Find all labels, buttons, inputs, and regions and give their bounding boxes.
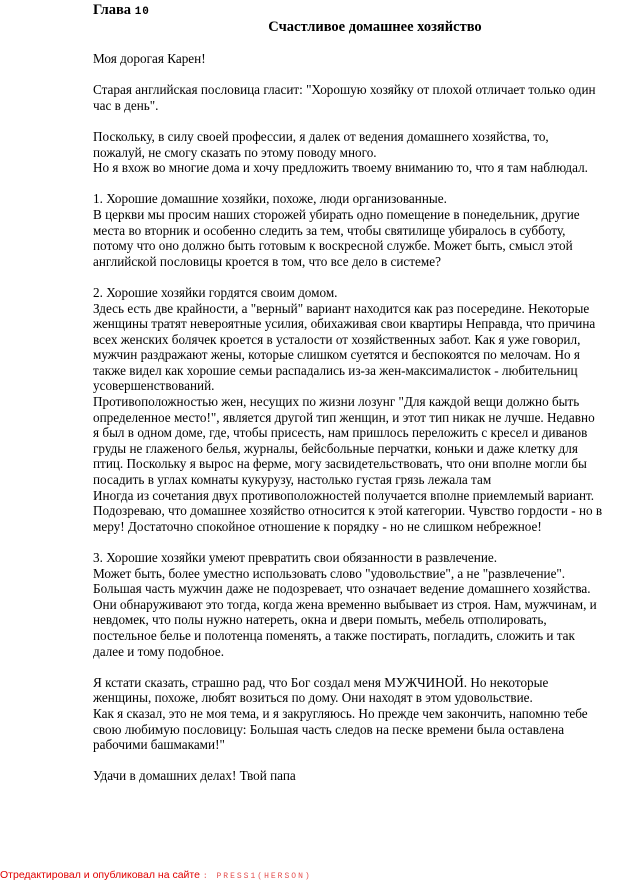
paragraph-closing: Я кстати сказать, страшно рад, что Бог создал меня МУЖЧИНОЙ. Но некоторые женщины, похоже, любят возиться по дому. Они находят в этом удовольствие. Как я сказал, это не моя тема, и я закругляюсь. Но прежде чем закончить, напомню тебе свою любимую пословицу: Большая часть следов на песке времени была оставлена рабочими башмаками!" [93,674,588,753]
footer-site-link[interactable]: : PRESS1(HERSON) [202,872,312,881]
paragraph-proverb: Старая английская пословица гласит: "Хорошую хозяйку от плохой отличает только один час в день". [93,82,596,113]
chapter-label: Глава [93,2,132,18]
chapter-number: 10 [134,6,150,18]
paragraph-intro: Поскольку, в силу своей профессии, я далек от ведения домашнего хозяйства, то, пожалуй, не смогу сказать по этому поводу много. Но я вхож во многие дома и хочу предложить твоему вниманию то, что я там наблюдал. [93,128,588,176]
paragraph-point-2: 2. Хорошие хозяйки гордятся своим домом. Здесь есть две крайности, а "верный" вариант находится как раз посередине. Некоторые женщины тратят невероятные усилия, обихаживая свои квартиры Неправда, что причина всех женских болячек кроется в усталости от хозяйственных забот. Как я уже говорил, мужчин раздражают жены, которые слишком суетятся и беспокоятся по мелочам. Но я также видел как хорошие семьи распадались из-за жен-максималисток - любительниц усовершенствований. Противоположностью жен, несущих по жизни лозунг "Для каждой вещи должно быть определенное место!", является другой тип женщин, и этот тип никак не лучше. Недавно я был в одном доме, где, чтобы присесть, нам пришлось переложить с кресел и диванов груды не глаженого белья, журналы, бейсбольные перчатки, коньки и даже клетку для птиц. Поскольку я вырос на ферме, могу засвидетельствовать, что они вполне могли бы посадить в углах комнаты кукурузу, настолько густая грязь лежала там Иногда из сочетания двух противоположностей получается вполне приемлемый вариант. Подозреваю, что домашнее хозяйство относится к этой категории. Чувство гордости - но в меру! Достаточно спокойное отношение к порядку - но не слишком небрежное! [93,284,603,534]
letter-body [93,51,603,800]
paragraph-point-3: 3. Хорошие хозяйки умеют превратить свои обязанности в развлечение. Может быть, более уместно использовать слово "удовольствие", а не "развлечение". Большая часть мужчин даже не подозревает, что означает ведение домашнего хозяйства. Они обнаруживают это тогда, когда жена временно выбывает из строя. Нам, мужчинам, и невдомек, что полы нужно натереть, окна и двери помыть, мебель отполировать, постельное белье и полотенца поменять, а также постирать, погладить, сложить и так далее и тому подобное. [93,550,597,659]
page-title: Счастливое домашнее хозяйство [268,19,482,35]
footer-credit [0,869,312,881]
salutation: Моя дорогая Карен! [93,51,206,66]
chapter-heading [93,2,150,19]
paragraph-point-1: 1. Хорошие домашние хозяйки, похоже, люди организованные. В церкви мы просим наших сторожей убирать одно помещение в понедельник, другие места во вторник и особенно следить за тем, чтобы святилище убиралось в субботу, потому что оно должно быть готовым к воскресной службе. Может быть, смысл этой английской пословицы кроется в том, что все дело в системе? [93,191,580,269]
footer-text: Отредактировал и опубликовал на сайте [0,869,200,881]
signature: Удачи в домашних делах! Твой папа [93,768,296,784]
